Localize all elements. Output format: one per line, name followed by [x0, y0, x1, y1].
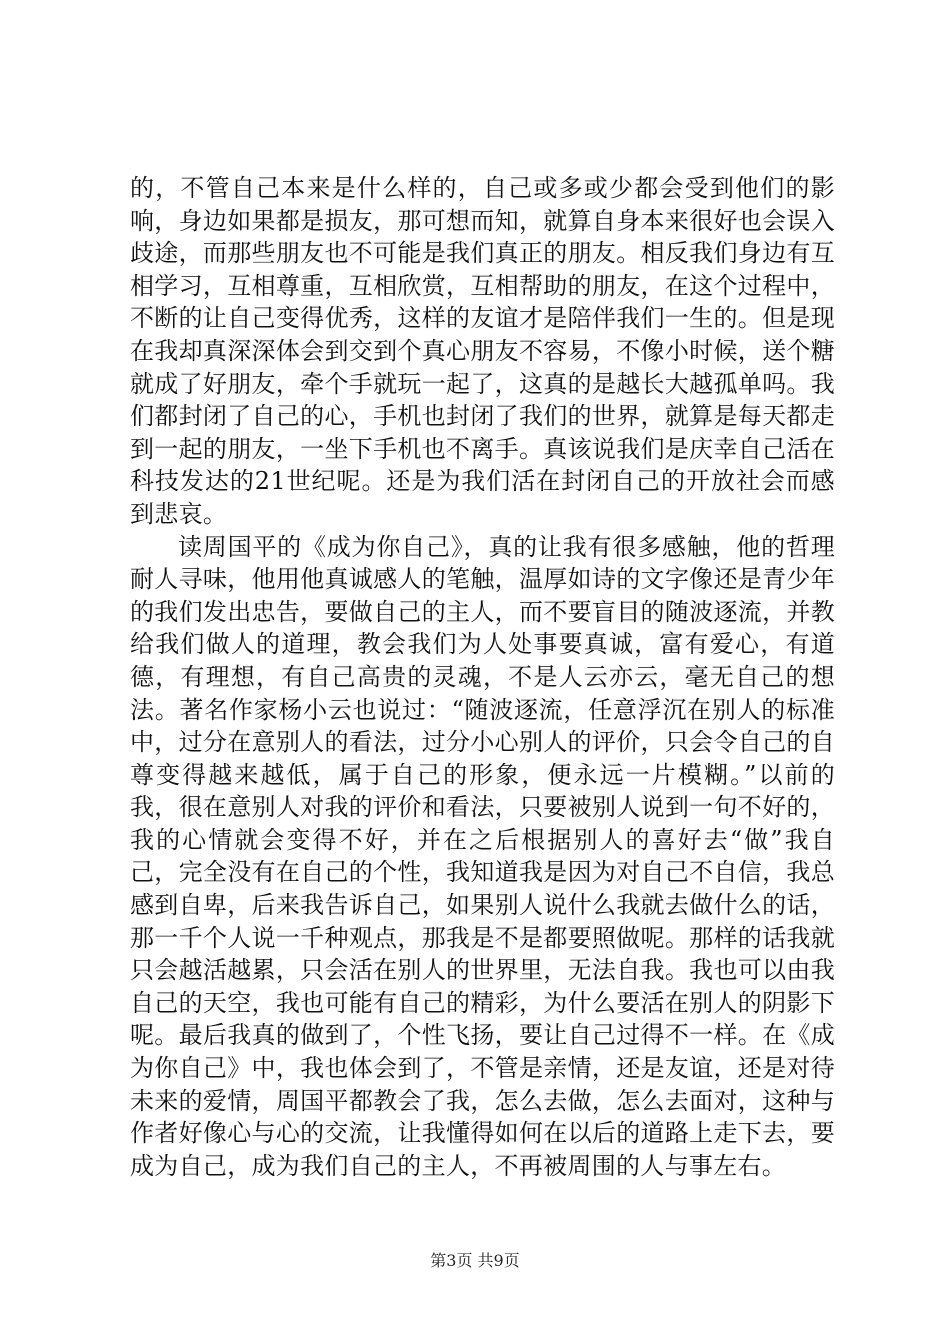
document-body: [130, 172, 835, 1182]
paragraph-1: 的，不管自己本来是什么样的，自己或多或少都会受到他们的影响，身边如果都是损友，那可想而知，就算自身本来很好也会误入歧途，而那些朋友也不可能是我们真正的朋友。相反我们身边有互相学习，互相尊重，互相欣赏，互相帮助的朋友，在这个过程中，不断的让自己变得优秀，这样的友谊才是陪伴我们一生的。但是现在我却真深深体会到交到个真心朋友不容易，不像小时候，送个糖就成了好朋友，牵个手就玩一起了，这真的是越长大越孤单吗。我们都封闭了自己的心，手机也封闭了我们的世界，就算是每天都走到一起的朋友，一坐下手机也不离手。真该说我们是庆幸自己活在科技发达的21世纪呢。还是为我们活在封闭自己的开放社会而感到悲哀。: [130, 174, 835, 528]
page-number-footer: 第3页 共9页: [430, 1251, 520, 1270]
paragraph-2: 读周国平的《成为你自己》，真的让我有很多感触，他的哲理耐人寻味，他用他真诚感人的笔触，温厚如诗的文字像还是青少年的我们发出忠告，要做自己的主人，而不要盲目的随波逐流，并教给我们做人的道理，教会我们为人处事要真诚，富有爱心，有道德，有理想，有自己高贵的灵魂，不是人云亦云，毫无自己的想法。著名作家杨小云也说过：“随波逐流，任意浮沉在别人的标准中，过分在意别人的看法，过分小心别人的评价，只会令自己的自尊变得越来越低，属于自己的形象，便永远一片模糊。”以前的我，很在意别人对我的评价和看法，只要被别人说到一句不好的，我的心情就会变得不好，并在之后根据别人的喜好去“做”我自己，完全没有在自己的个性，我知道我是因为对自己不自信，我总感到自卑，后来我告诉自己，如果别人说什么我就去做什么的话，那一千个人说一千种观点，那我是不是都要照做呢。那样的话我就只会越活越累，只会活在别人的世界里，无法自我。我也可以由我自己的天空，我也可能有自己的精彩，为什么要活在别人的阴影下呢。最后我真的做到了，个性飞扬，要让自己过得不一样。在《成为你自己》中，我也体会到了，不管是亲情，还是友谊，还是对待未来的爱情，周国平都教会了我，怎么去做，怎么去面对，这种与作者好像心与心的交流，让我懂得如何在以后的道路上走下去，要成为自己，成为我们自己的主人，不再被周围的人与事左右。: [130, 532, 835, 1180]
